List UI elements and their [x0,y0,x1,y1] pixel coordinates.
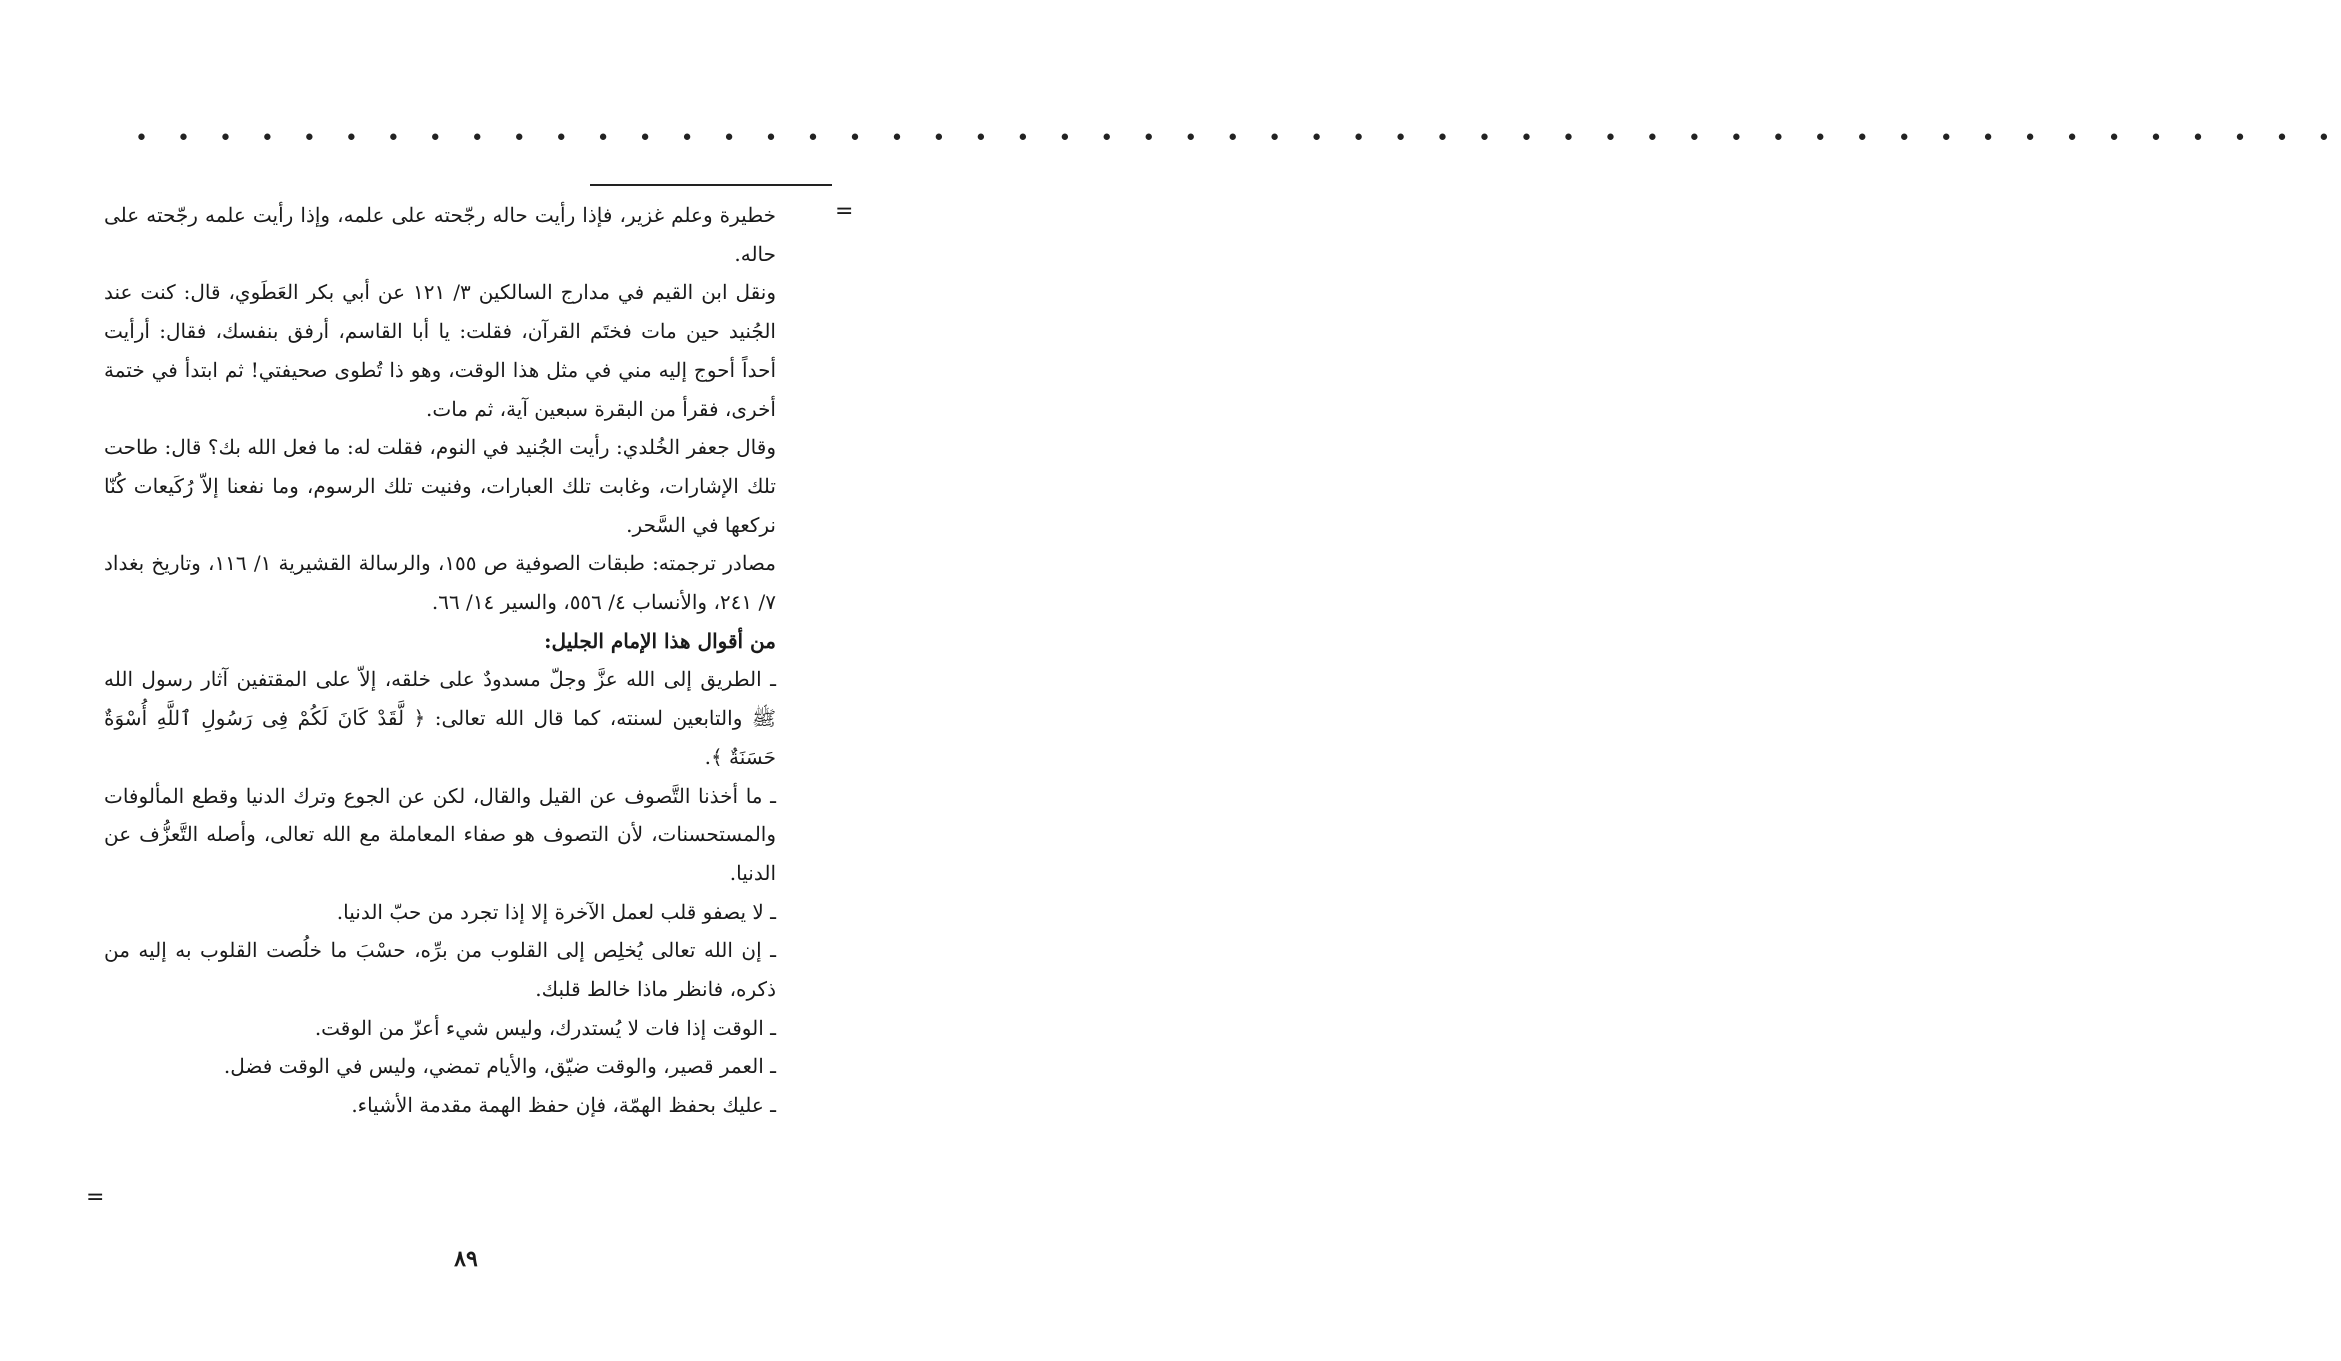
page-number: ٨٩ [454,1246,478,1272]
continuation-mark: = [835,199,854,224]
saying-5: ـ الوقت إذا فات لا يُستدرك، وليس شيء أعزّ من الوقت. [314,1015,776,1040]
saying-1: ـ الطريق إلى الله عزَّ وجلّ مسدودٌ على خلقه، إلاّ على المقتفين آثار رسول الله ﷺ والتابعين لسنته، كما قال الله تعالى: ﴿ لَّقَدْ كَانَ لَكُمْ فِى رَسُولِ ٱللَّهِ أُسْوَةٌ حَسَنَةٌ ﴾. [104,667,776,769]
saying-2: ـ ما أخذنا التَّصوف عن القيل والقال، لكن عن الجوع وترك الدنيا وقطع المألوفات والمستحسنات، لأن التصوف هو صفاء المعاملة مع الله تعالى، وأصله التَّعزُّف عن الدنيا. [104,783,776,885]
paragraph-1: خطيرة وعلم غزير، فإذا رأيت حاله رجّحته على علمه، وإذا رأيت علمه رجّحته على حاله. [104,203,776,266]
footnote-text [104,196,776,1125]
paragraph-4: مصادر ترجمته: طبقات الصوفية ص ١٥٥، والرسالة القشيرية ١/ ١١٦، وتاريخ بغداد ٧/ ٢٤١، والأنساب ٤/ ٥٥٦، والسير ١٤/ ٦٦. [104,551,776,615]
saying-4: ـ إن الله تعالى يُخلِص إلى القلوب من برِّه، حسْبَ ما خلُصت القلوب به إليه من ذكره، فانظر ماذا خالط قلبك. [104,938,776,1002]
footnote-rule [590,184,832,186]
sayings-heading: من أقوال هذا الإمام الجليل: [544,628,776,653]
dotted-separator: • • • • • • • • • • • • • • • • • • • • • • • • • • • • • • • • • • • • • • • • • • • • • • • • • • • • • [135,126,2341,151]
saying-6: ـ العمر قصير، والوقت ضيّق، والأيام تمضي، وليس في الوقت فضل. [223,1054,776,1079]
saying-7: ـ عليك بحفظ الهمّة، فإن حفظ الهمة مقدمة الأشياء. [351,1093,776,1118]
end-mark: = [86,1185,105,1210]
paragraph-3: وقال جعفر الخُلدي: رأيت الجُنيد في النوم، فقلت له: ما فعل الله بك؟ قال: طاحت تلك الإشارات، وغابت تلك العبارات، وفنيت تلك الرسوم، وما نفعنا إلاّ رُكَيعات كُنّا نركعها في السَّحر. [104,435,776,537]
saying-3: ـ لا يصفو قلب لعمل الآخرة إلا إذا تجرد من حبّ الدنيا. [336,899,776,924]
paragraph-2: ونقل ابن القيم في مدارج السالكين ٣/ ١٢١ عن أبي بكر العَطَوي، قال: كنت عند الجُنيد حين مات فختَم القرآن، فقلت: يا أبا القاسم، أرفق بنفسك، فقال: أرأيت أحداً أحوج إليه مني في مثل هذا الوقت، وهو ذا تُطوى صحيفتي! ثم ابتدأ في ختمة أخرى، فقرأ من البقرة سبعين آية، ثم مات. [104,280,776,421]
